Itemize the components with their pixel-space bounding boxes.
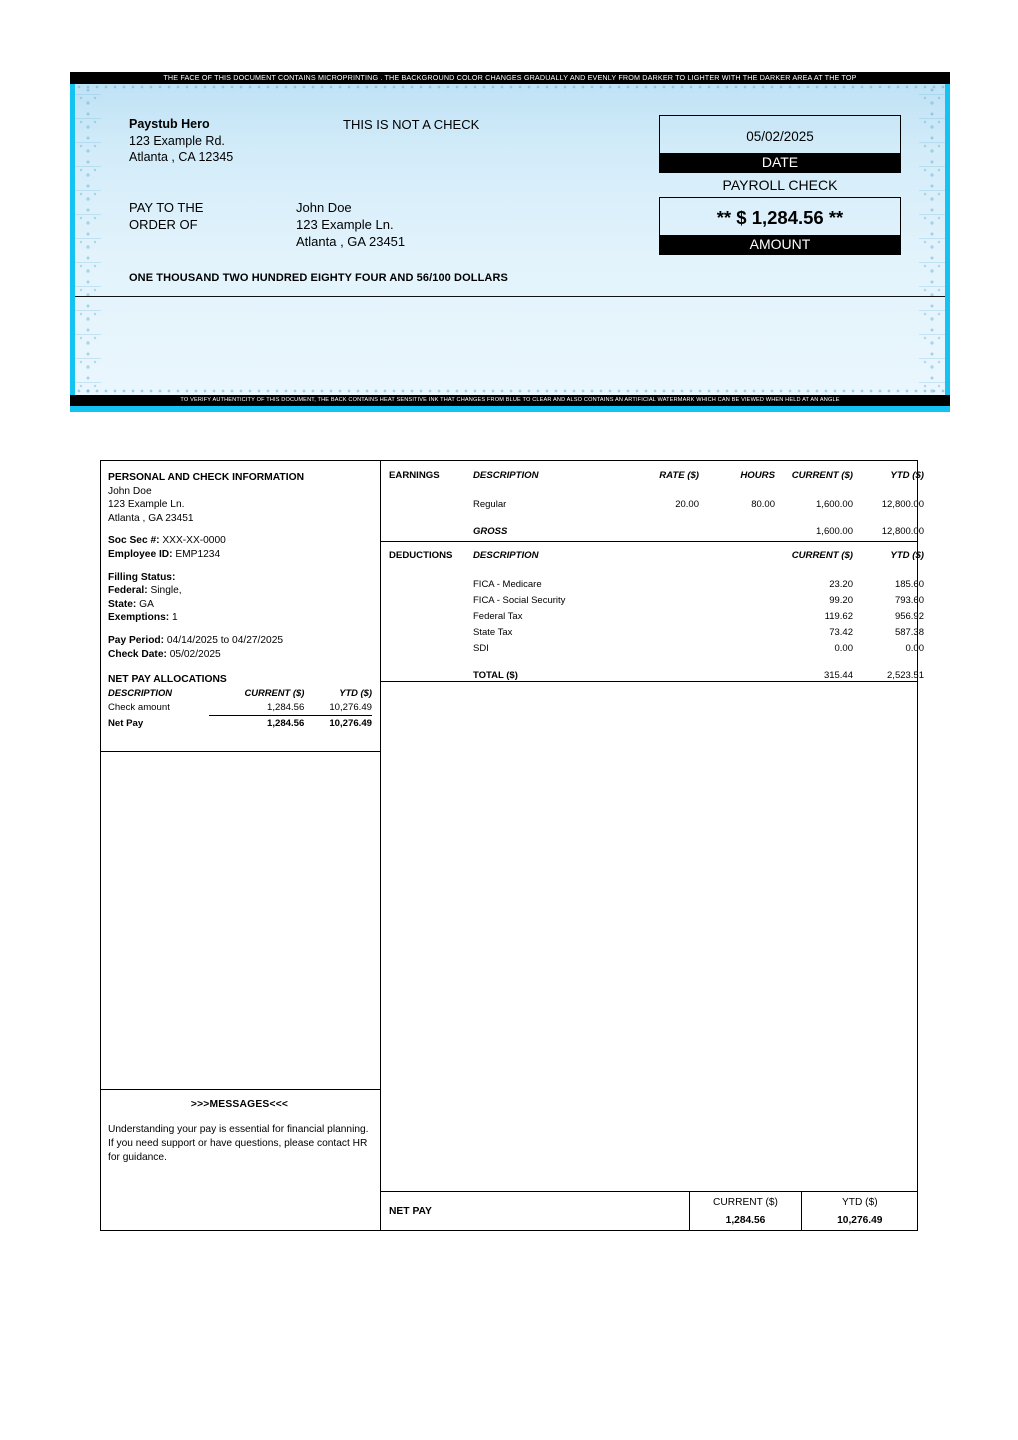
amount-caption: AMOUNT [660, 235, 900, 254]
net-pay-allocations-title: NET PAY ALLOCATIONS [108, 674, 227, 685]
alloc-total-current: 1,284.56 [209, 716, 304, 732]
stub-right-column [381, 461, 924, 1230]
state-row [108, 598, 372, 612]
check-divider-line [75, 296, 945, 297]
pay-period-row [108, 634, 372, 648]
payee-name: John Doe [296, 200, 352, 215]
employee-id-row [108, 548, 372, 562]
employee-id-value: EMP1234 [175, 548, 221, 560]
deductions-header-description: DESCRIPTION [473, 550, 539, 561]
soc-sec-row [108, 534, 372, 548]
check-bottom-border [70, 406, 950, 412]
net-pay-ytd-cell [801, 1192, 918, 1231]
deduction-row-ytd: 956.92 [894, 610, 924, 622]
net-pay-ytd-value: 10,276.49 [837, 1215, 883, 1226]
earnings-row-description: Regular [473, 498, 507, 510]
payroll-check-voucher [70, 72, 950, 412]
deductions-total-current: 315.44 [823, 669, 853, 681]
deduction-row-current: 119.62 [824, 610, 853, 622]
deduction-row-ytd: 0.00 [905, 642, 924, 654]
deduction-row-ytd: 185.60 [894, 578, 924, 590]
alloc-row-current: 1,284.56 [267, 702, 305, 713]
spacer-row [381, 565, 933, 576]
federal-label: Federal: [108, 585, 148, 597]
personal-info-title: PERSONAL AND CHECK INFORMATION [108, 472, 305, 483]
messages-body: Understanding your pay is essential for financial planning. If you need support or have questions, please contact HR for guidance. [108, 1124, 369, 1163]
alloc-header-description: DESCRIPTION [108, 687, 173, 698]
check-background [75, 84, 945, 395]
microprint-top-text: THE FACE OF THIS DOCUMENT CONTAINS MICROPRINTING . THE BACKGROUND COLOR CHANGES GRADUALLY AND EVENLY FROM DARKER TO LIGHTER WITH THE DARKER AREA AT THE TOP [70, 72, 950, 84]
check-date-row [108, 648, 372, 662]
amount-value: ** $ 1,284.56 ** [716, 207, 844, 228]
state-label: State: [108, 598, 137, 610]
table-row-total [108, 716, 372, 732]
table-header-row [381, 541, 933, 565]
table-header-row [108, 686, 372, 700]
stub-left-column [101, 461, 381, 1230]
deduction-row-current: 73.42 [829, 626, 853, 638]
deductions-total-ytd: 2,523.51 [887, 669, 924, 681]
net-pay-current-cell [689, 1192, 801, 1231]
deduction-row-current: 99.20 [829, 594, 853, 606]
deductions-header-ytd: YTD ($) [890, 550, 924, 561]
employee-address-line-2: Atlanta , GA 23451 [108, 512, 194, 524]
deductions-total-label: TOTAL ($) [473, 669, 518, 681]
soc-sec-value: XXX-XX-0000 [162, 535, 226, 547]
employee-id-label: Employee ID: [108, 548, 173, 560]
deduction-row-ytd: 587.38 [894, 626, 924, 638]
deduction-row-description: Federal Tax [473, 610, 523, 622]
filing-status-label: Filling Status: [108, 571, 176, 583]
deduction-row-current: 23.20 [829, 578, 853, 590]
gross-label: GROSS [473, 525, 508, 537]
deduction-row-description: SDI [473, 642, 489, 654]
payee-block [296, 199, 405, 250]
earnings-row-current: 1,600.00 [816, 498, 853, 510]
exemptions-row [108, 611, 372, 625]
deduction-row-ytd: 793.60 [894, 594, 924, 606]
payee-address-line-2: Atlanta , GA 23451 [296, 234, 406, 249]
soc-sec-label: Soc Sec #: [108, 535, 160, 547]
net-pay-ytd-caption: YTD ($) [841, 1197, 878, 1208]
net-pay-current-value: 1,284.56 [725, 1215, 766, 1226]
table-row-gross [381, 523, 933, 539]
earnings-header-description: DESCRIPTION [473, 470, 539, 481]
earnings-row-ytd: 12,800.00 [881, 498, 924, 510]
paystub-detail-panel [100, 460, 924, 1231]
date-caption: DATE [660, 153, 900, 172]
table-row [381, 640, 933, 656]
alloc-header-ytd: YTD ($) [339, 687, 372, 698]
deduction-row-description: FICA - Medicare [473, 578, 542, 590]
messages-title: >>>MESSAGES<<< [190, 1099, 289, 1110]
gross-ytd: 12,800.00 [881, 525, 924, 537]
company-block [129, 116, 233, 166]
allocations-bottom-divider [101, 751, 380, 752]
alloc-header-current: CURRENT ($) [244, 687, 305, 698]
table-row [381, 496, 933, 512]
messages-section [101, 1089, 380, 1164]
payee-address-line-1: 123 Example Ln. [296, 217, 394, 232]
table-header-row [381, 461, 933, 485]
exemptions-label: Exemptions: [108, 612, 170, 624]
net-pay-footer [381, 1191, 918, 1231]
amount-box [659, 197, 901, 255]
deduction-row-current: 0.00 [834, 642, 853, 654]
date-box [659, 115, 901, 173]
deductions-section-label: DEDUCTIONS [389, 550, 453, 561]
company-address-line-1: 123 Example Rd. [129, 133, 225, 148]
deduction-row-description: State Tax [473, 626, 513, 638]
pay-to-line-1: PAY TO THE [129, 200, 204, 215]
deductions-section [381, 541, 924, 683]
microprint-bottom-text: TO VERIFY AUTHENTICITY OF THIS DOCUMENT, THE BACK CONTAINS HEAT SENSITIVE INK THAT CHANGES FROM BLUE TO CLEAR AND ALSO CONTAINS AN ARTIFICIAL WATERMARK WHICH CAN BE VIEWED WHEN HELD AT AN ANGLE [70, 395, 950, 406]
alloc-row-description: Check amount [108, 702, 170, 714]
company-name: Paystub Hero [129, 117, 210, 131]
net-pay-label: NET PAY [389, 1205, 432, 1217]
employee-address-line-1: 123 Example Ln. [108, 499, 185, 511]
spacer-row [381, 656, 933, 667]
table-row [108, 700, 372, 716]
net-pay-current-caption: CURRENT ($) [713, 1197, 778, 1208]
spacer-row [381, 512, 933, 523]
spacer-row [381, 485, 933, 496]
filing-status-row [108, 571, 372, 585]
check-date-label: Check Date: [108, 648, 167, 660]
deductions-bottom-divider [381, 681, 918, 682]
employee-name: John Doe [108, 485, 152, 497]
amount-in-words: ONE THOUSAND TWO HUNDRED EIGHTY FOUR AND 56/100 DOLLARS [129, 272, 508, 284]
table-row [381, 576, 933, 592]
earnings-table [381, 461, 933, 539]
earnings-row-rate: 20.00 [675, 498, 699, 510]
pay-to-line-2: ORDER OF [129, 217, 198, 232]
alloc-total-ytd: 10,276.49 [304, 716, 372, 732]
gross-current: 1,600.00 [816, 525, 853, 537]
pay-to-the-order-of-label [129, 199, 203, 233]
personal-and-check-information [101, 461, 380, 661]
earnings-row-hours: 80.00 [751, 498, 775, 510]
table-row [381, 608, 933, 624]
not-a-check-notice: THIS IS NOT A CHECK [343, 117, 480, 132]
earnings-section [381, 461, 924, 539]
alloc-total-label: Net Pay [108, 717, 144, 729]
net-pay-allocations-table [108, 686, 372, 731]
state-value: GA [139, 598, 154, 610]
pay-period-value: 04/14/2025 to 04/27/2025 [166, 634, 284, 646]
table-row [381, 624, 933, 640]
federal-row [108, 584, 372, 598]
deductions-table [381, 541, 933, 683]
earnings-header-rate: RATE ($) [659, 470, 699, 481]
earnings-section-label: EARNINGS [389, 470, 440, 481]
deduction-row-description: FICA - Social Security [473, 594, 566, 606]
net-pay-allocations-section [101, 674, 380, 731]
table-row [381, 592, 933, 608]
federal-value: Single, [150, 585, 182, 597]
earnings-header-ytd: YTD ($) [890, 470, 924, 481]
date-value: 05/02/2025 [746, 129, 814, 144]
payroll-check-label: PAYROLL CHECK [722, 177, 838, 193]
earnings-header-current: CURRENT ($) [791, 470, 853, 481]
exemptions-value: 1 [171, 612, 178, 624]
company-address-line-2: Atlanta , CA 12345 [129, 150, 234, 164]
deductions-header-current: CURRENT ($) [791, 550, 853, 561]
pay-period-label: Pay Period: [108, 634, 165, 646]
earnings-header-hours: HOURS [740, 470, 775, 481]
check-face [70, 84, 950, 395]
alloc-row-ytd: 10,276.49 [329, 702, 372, 713]
check-date-value: 05/02/2025 [169, 648, 221, 660]
